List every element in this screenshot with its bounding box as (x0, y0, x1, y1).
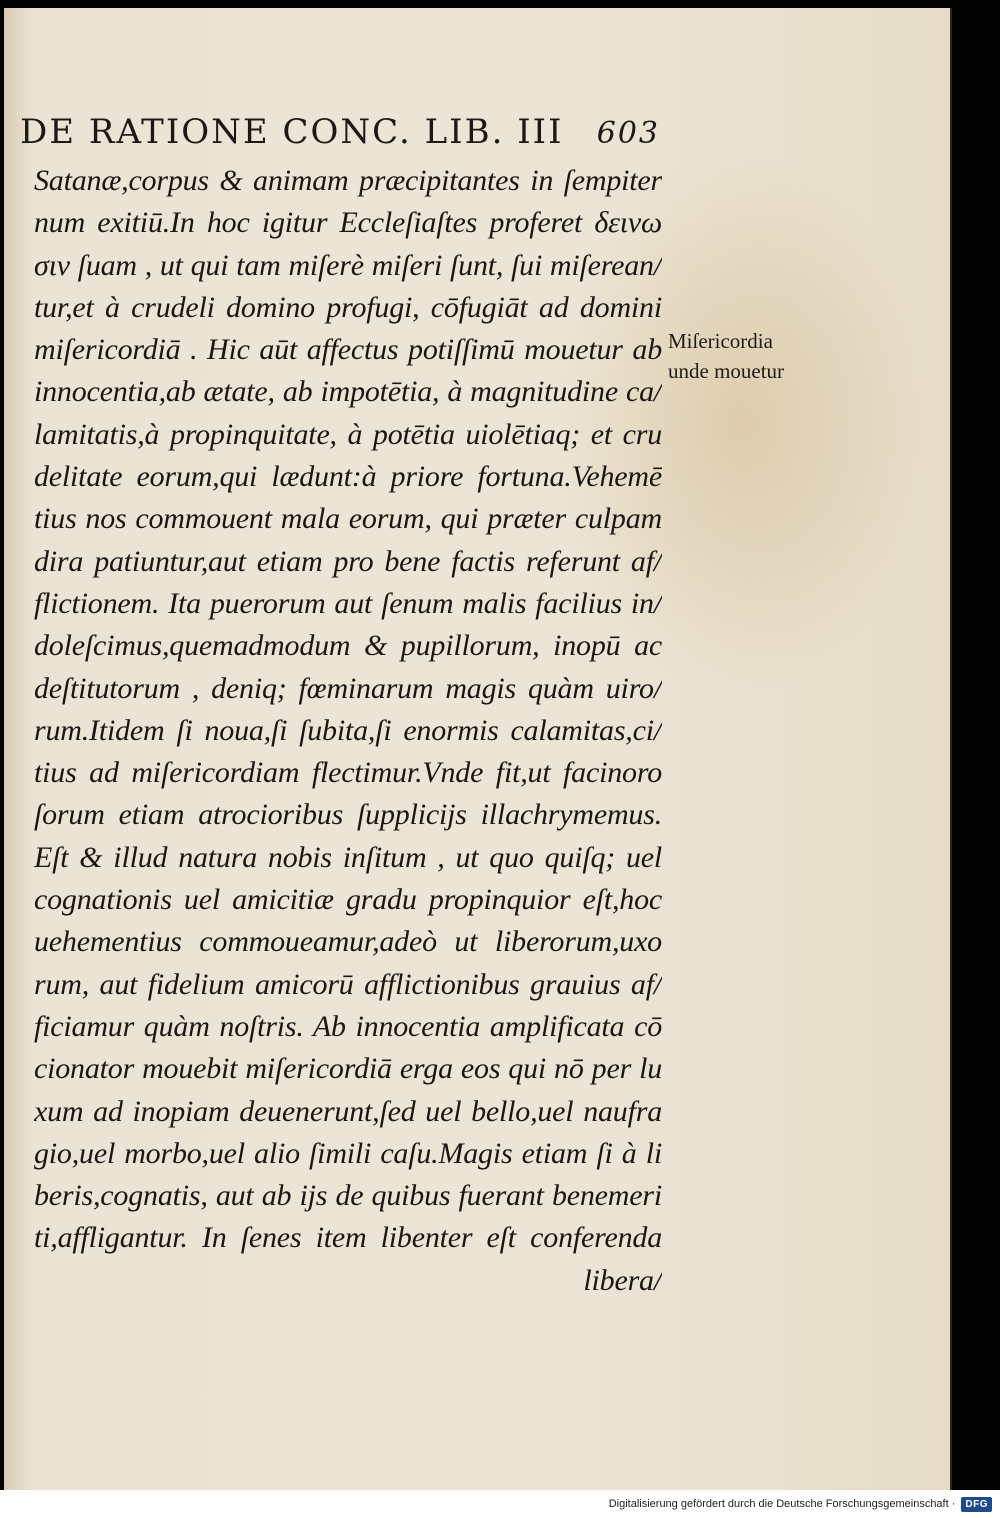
text-line: tius ad miſericordiam flectimur.Vnde fit,ut facinoro (34, 756, 662, 790)
text-line: σιν ſuam , ut qui tam miſerè miſeri ſunt, ſui miſerean/ (34, 248, 662, 282)
text-line: deſtitutorum , deniq; fœminarum magis quàm uiro/ (34, 671, 662, 705)
text-line: ti,affligantur. In ſenes item libenter eſt conferenda (34, 1221, 662, 1255)
text-line: tur,et à crudeli domino profugi, cōfugiāt ad domini (34, 290, 662, 324)
text-line: doleſcimus,quemadmodum & pupillorum, inopū ac (34, 629, 662, 663)
text-line: cionator mouebit miſericordiā erga eos qui nō per lu (34, 1052, 662, 1086)
text-line: Eſt & illud natura nobis inſitum , ut quo quiſq; uel (34, 840, 662, 874)
marginal-note-line: Miſericordia (668, 329, 773, 353)
digitization-footer (0, 1490, 1000, 1518)
running-head (20, 112, 660, 164)
text-line: cognationis uel amicitiæ gradu propinquior eſt,hoc (34, 883, 662, 917)
text-line: rum, aut fidelium amicorū afflictionibus grauius af/ (34, 967, 662, 1001)
text-line: innocentia,ab ætate, ab impotētia, à magnitudine ca/ (34, 375, 662, 409)
text-line: miſericordiā . Hic aūt affectus potiſſimū mouetur ab (34, 333, 662, 367)
book-page (4, 8, 952, 1490)
text-line: ſorum etiam atrocioribus ſupplicijs illachrymemus. (34, 798, 662, 832)
catchword: libera/ (583, 1263, 662, 1297)
text-line: beris,cognatis, aut ab ijs de quibus fuerant benemeri (34, 1179, 662, 1213)
text-line: xum ad inopiam deuenerunt,ſed uel bello,uel naufra (34, 1094, 662, 1128)
text-line: uehementius commoueamur,adeò ut liberorum,uxo (34, 925, 662, 959)
text-line: rum.Itidem ſi noua,ſi ſubita,ſi enormis calamitas,ci/ (34, 713, 662, 747)
body-text (34, 160, 662, 1302)
text-line: delitate eorum,qui lædunt:à priore fortuna.Vehemē (34, 460, 662, 494)
text-line: tius nos commouent mala eorum, qui præter culpam (34, 502, 662, 536)
footer-credit: Digitalisierung gefördert durch die Deutsche Forschungsgemeinschaft · (608, 1498, 956, 1510)
text-line: num exitiū.In hoc igitur Eccleſiaſtes proferet δεινω (34, 206, 662, 240)
text-line: dira patiuntur,aut etiam pro bene factis referunt af/ (34, 544, 662, 578)
running-head-title: DE RATIONE CONC. LIB. III (20, 112, 564, 152)
text-line: ficiamur quàm noſtris. Ab innocentia amplificata cō (34, 1009, 662, 1043)
text-line: Satanæ,corpus & animam præcipitantes in ſempiter (34, 164, 662, 197)
text-line: gio,uel morbo,uel alio ſimili caſu.Magis etiam ſi à li (34, 1136, 662, 1170)
text-line: lamitatis,à propinquitate, à potētia uiolētiaq; et cru (34, 417, 662, 451)
marginal-note (668, 326, 828, 386)
page-number: 603 (596, 116, 660, 151)
dfg-logo-icon: DFG (961, 1497, 992, 1512)
marginal-note-line: unde mouetur (668, 359, 785, 383)
text-line: flictionem. Ita puerorum aut ſenum malis facilius in/ (34, 586, 662, 620)
